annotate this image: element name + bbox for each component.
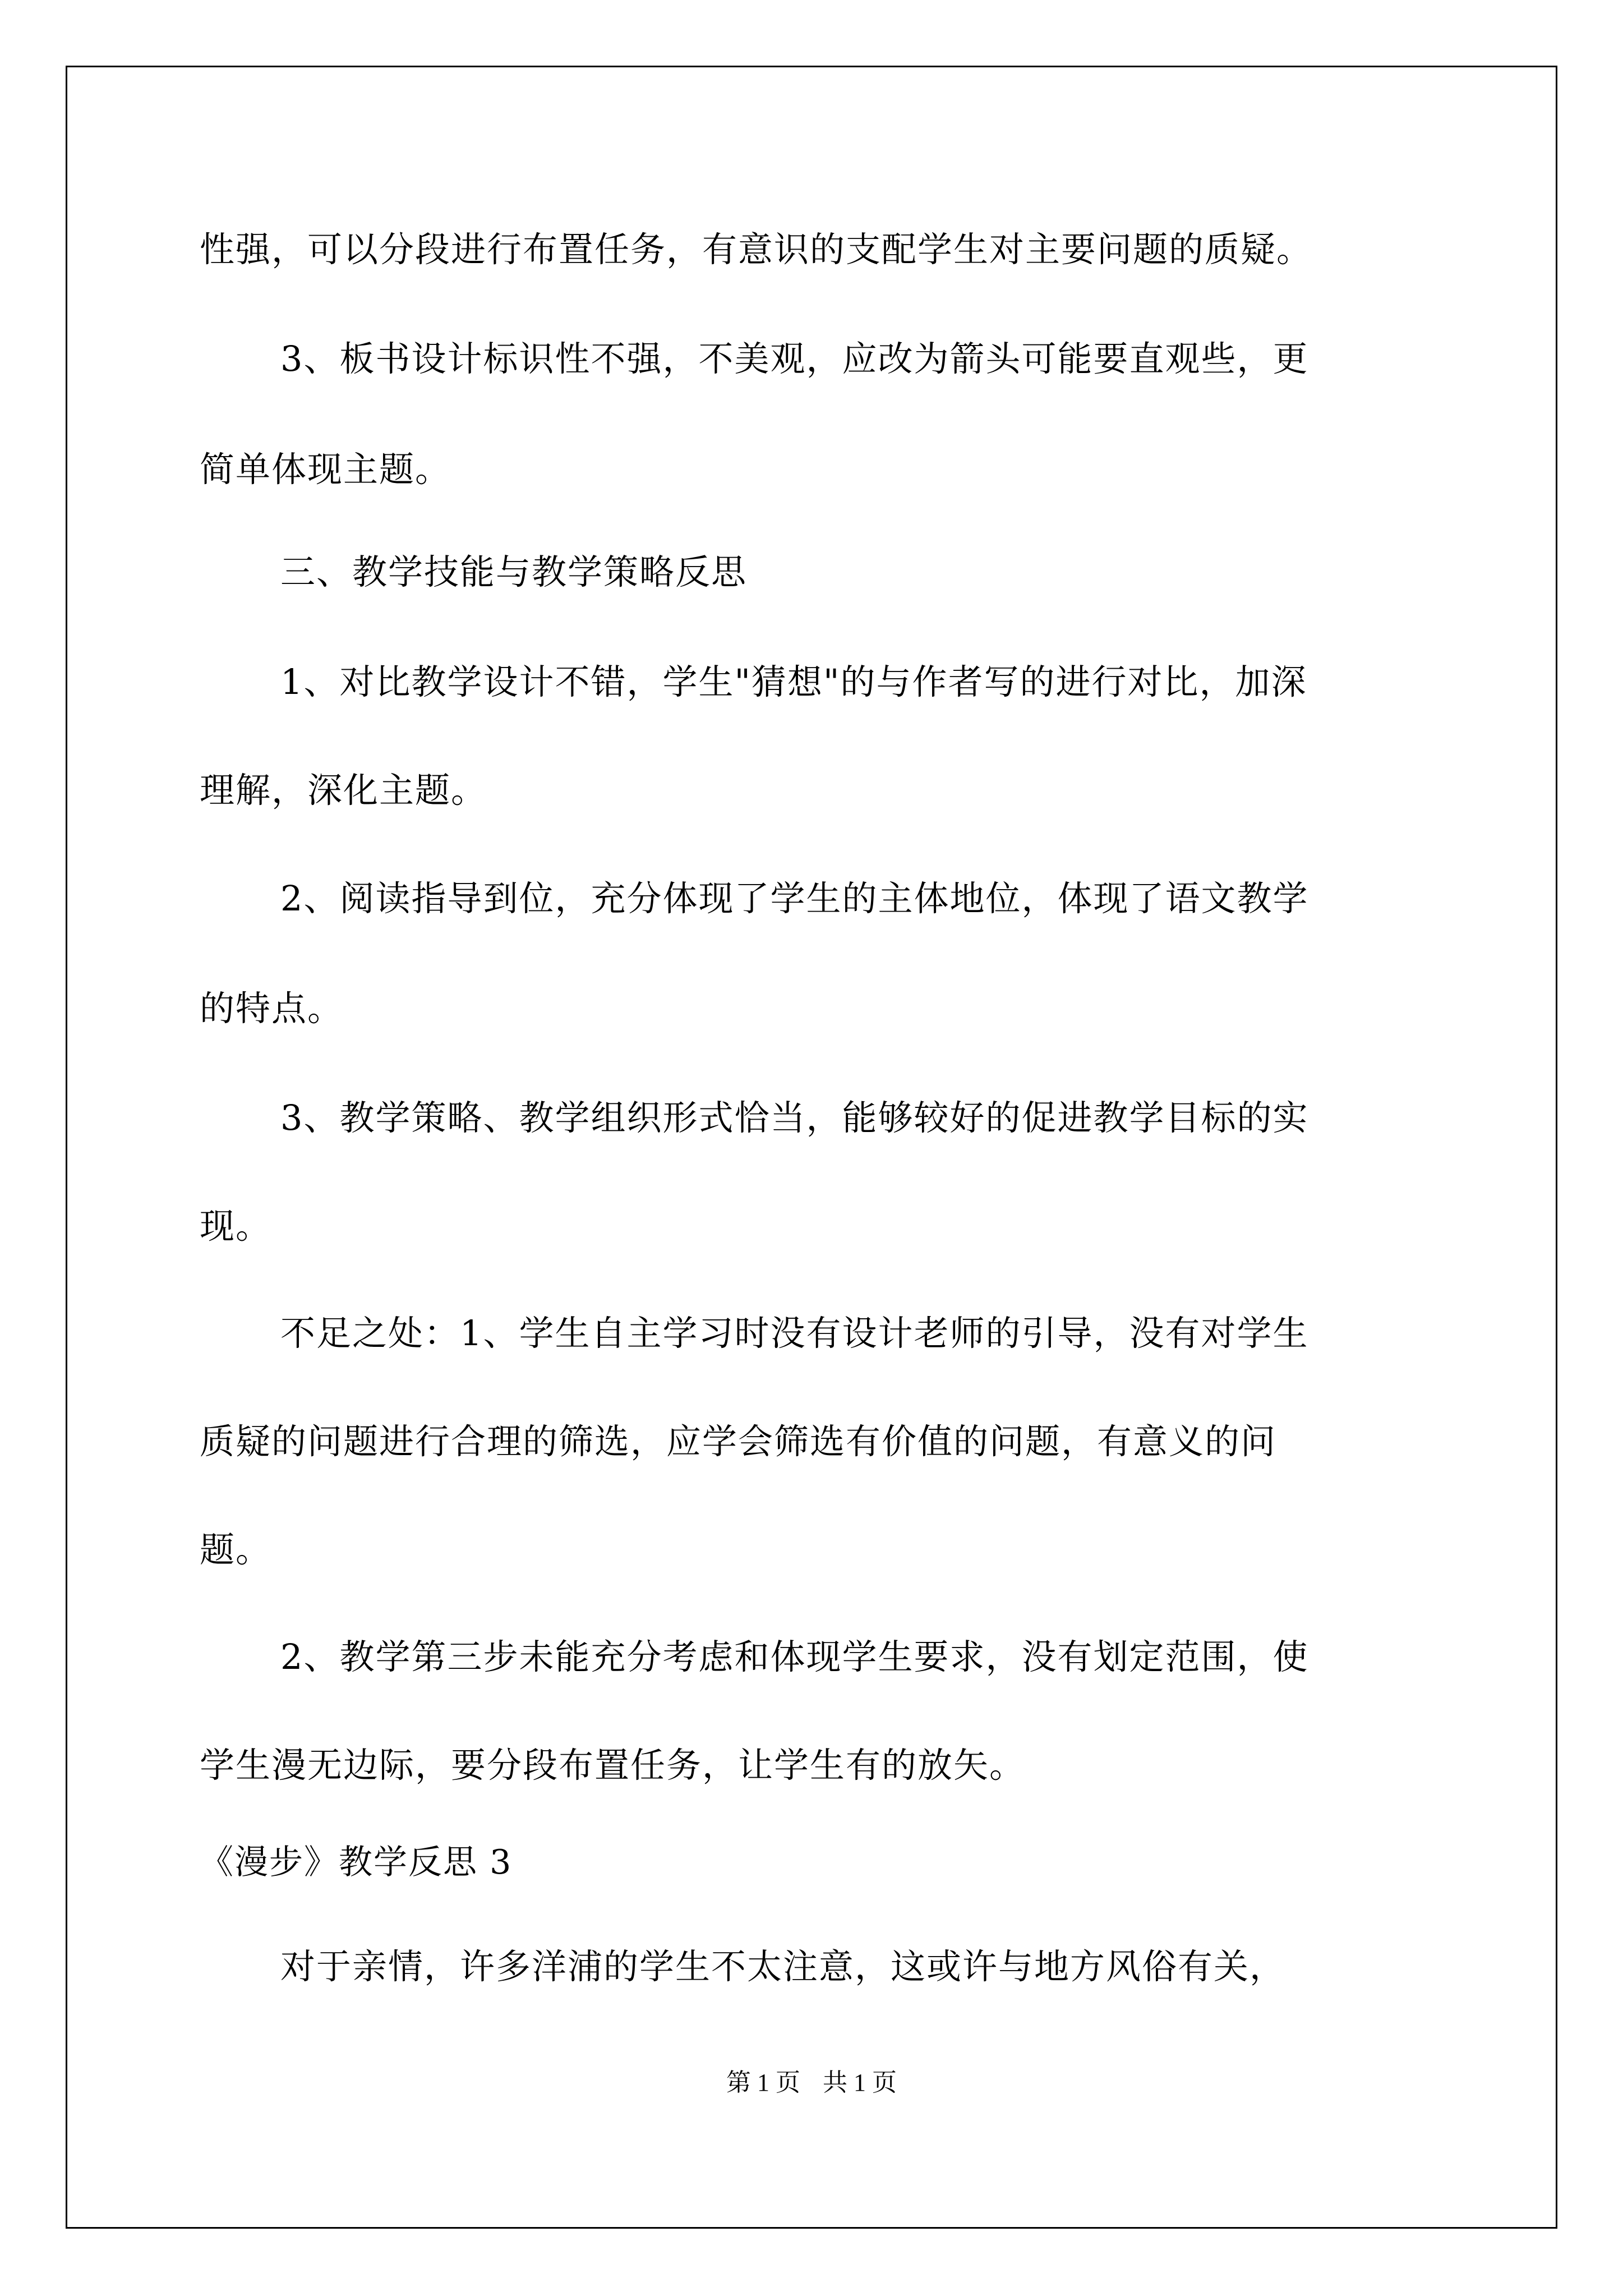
text-line: 学生漫无边际，要分段布置任务，让学生有的放矢。 (200, 1745, 1026, 1786)
text-line: 3、板书设计标识性不强，不美观，应改为箭头可能要直观些，更 (280, 338, 1309, 379)
text-line: 简单体现主题。 (200, 449, 451, 490)
text-line: 1、对比教学设计不错，学生"猜想"的与作者写的进行对比，加深 (280, 661, 1307, 702)
text-line: 现。 (200, 1205, 272, 1246)
text-line: 质疑的问题进行合理的筛选，应学会筛选有价值的问题，有意义的问 (200, 1421, 1277, 1462)
section-heading: 三、教学技能与教学策略反思 (280, 551, 748, 592)
page-footer (0, 2067, 1623, 2099)
page-total: 共 1 页 (823, 2069, 897, 2096)
page-border (66, 66, 1557, 2229)
text-line: 2、阅读指导到位，充分体现了学生的主体地位，体现了语文教学 (280, 878, 1309, 919)
section-title: 《漫步》教学反思 3 (200, 1843, 513, 1882)
text-line: 不足之处：1、学生自主学习时没有设计老师的引导，没有对学生 (280, 1313, 1309, 1354)
text-line: 对于亲情，许多洋浦的学生不太注意，这或许与地方风俗有关， (280, 1946, 1286, 1987)
text-line: 理解，深化主题。 (200, 770, 487, 811)
text-line: 题。 (200, 1529, 272, 1570)
text-line: 性强，可以分段进行布置任务，有意识的支配学生对主要问题的质疑。 (200, 229, 1313, 270)
text-line: 的特点。 (200, 988, 344, 1029)
text-line: 2、教学第三步未能充分考虑和体现学生要求，没有划定范围，使 (280, 1636, 1309, 1677)
text-line: 3、教学策略、教学组织形式恰当，能够较好的促进教学目标的实 (280, 1097, 1309, 1138)
page-current: 第 1 页 (726, 2069, 800, 2096)
